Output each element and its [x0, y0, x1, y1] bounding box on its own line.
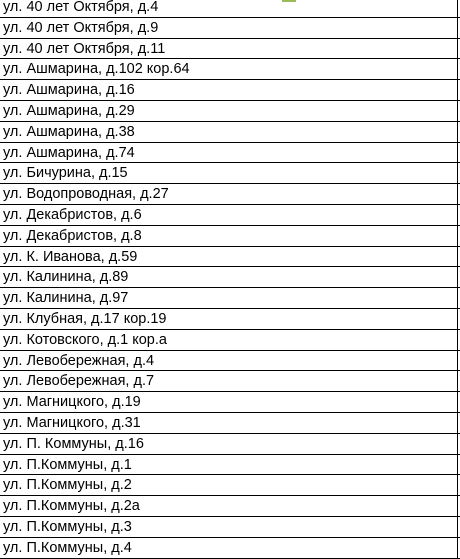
table-row[interactable]: [0, 143, 460, 164]
address-cell[interactable]: ул. Ашмарина, д.16: [0, 80, 458, 100]
address-cell[interactable]: ул. П.Коммуны, д.2а: [0, 496, 458, 516]
table-row[interactable]: [0, 288, 460, 309]
address-cell[interactable]: ул. Ашмарина, д.38: [0, 122, 458, 142]
table-row[interactable]: [0, 101, 460, 122]
address-cell[interactable]: ул. Ашмарина, д.74: [0, 143, 458, 163]
table-row[interactable]: [0, 351, 460, 372]
table-row[interactable]: [0, 392, 460, 413]
address-cell[interactable]: ул. Левобережная, д.4: [0, 351, 458, 371]
table-row[interactable]: [0, 18, 460, 39]
table-row[interactable]: [0, 39, 460, 60]
table-row[interactable]: [0, 475, 460, 496]
address-cell[interactable]: ул. Магницкого, д.31: [0, 413, 458, 433]
table-row[interactable]: [0, 371, 460, 392]
address-cell[interactable]: ул. 40 лет Октября, д.9: [0, 18, 458, 38]
address-cell[interactable]: ул. Ашмарина, д.102 кор.64: [0, 59, 458, 79]
address-cell[interactable]: ул. Левобережная, д.7: [0, 371, 458, 391]
table-row[interactable]: [0, 184, 460, 205]
address-cell[interactable]: ул. П.Коммуны, д.1: [0, 455, 458, 475]
table-row[interactable]: [0, 163, 460, 184]
address-cell[interactable]: ул. К. Иванова, д.59: [0, 247, 458, 267]
address-cell[interactable]: ул. Водопроводная, д.27: [0, 184, 458, 204]
table-row[interactable]: [0, 434, 460, 455]
address-cell[interactable]: ул. Бичурина, д.15: [0, 163, 458, 183]
table-row[interactable]: [0, 0, 460, 18]
table-row[interactable]: [0, 413, 460, 434]
selection-accent: [282, 0, 296, 2]
address-cell[interactable]: ул. П. Коммуны, д.16: [0, 434, 458, 454]
address-cell[interactable]: ул. Декабристов, д.6: [0, 205, 458, 225]
table-row[interactable]: [0, 205, 460, 226]
table-row[interactable]: [0, 309, 460, 330]
table-row[interactable]: [0, 247, 460, 268]
address-cell[interactable]: ул. Ашмарина, д.29: [0, 101, 458, 121]
table-row[interactable]: [0, 59, 460, 80]
address-cell[interactable]: ул. Декабристов, д.8: [0, 226, 458, 246]
table-row[interactable]: [0, 122, 460, 143]
table-row[interactable]: [0, 80, 460, 101]
table-row[interactable]: [0, 517, 460, 538]
address-cell[interactable]: ул. Магницкого, д.19: [0, 392, 458, 412]
address-cell[interactable]: ул. 40 лет Октября, д.4: [0, 0, 458, 17]
table-row[interactable]: [0, 226, 460, 247]
address-cell[interactable]: ул. 40 лет Октября, д.11: [0, 39, 458, 59]
table-row[interactable]: [0, 496, 460, 517]
table-row[interactable]: [0, 538, 460, 559]
address-cell[interactable]: ул. П.Коммуны, д.2: [0, 475, 458, 495]
address-cell[interactable]: ул. Клубная, д.17 кор.19: [0, 309, 458, 329]
address-cell[interactable]: ул. П.Коммуны, д.4: [0, 538, 458, 558]
address-cell[interactable]: ул. Калинина, д.89: [0, 267, 458, 287]
table-row[interactable]: [0, 267, 460, 288]
table-row[interactable]: [0, 330, 460, 351]
address-cell[interactable]: ул. П.Коммуны, д.3: [0, 517, 458, 537]
table-row[interactable]: [0, 455, 460, 476]
address-cell[interactable]: ул. Котовского, д.1 кор.а: [0, 330, 458, 350]
address-cell[interactable]: ул. Калинина, д.97: [0, 288, 458, 308]
